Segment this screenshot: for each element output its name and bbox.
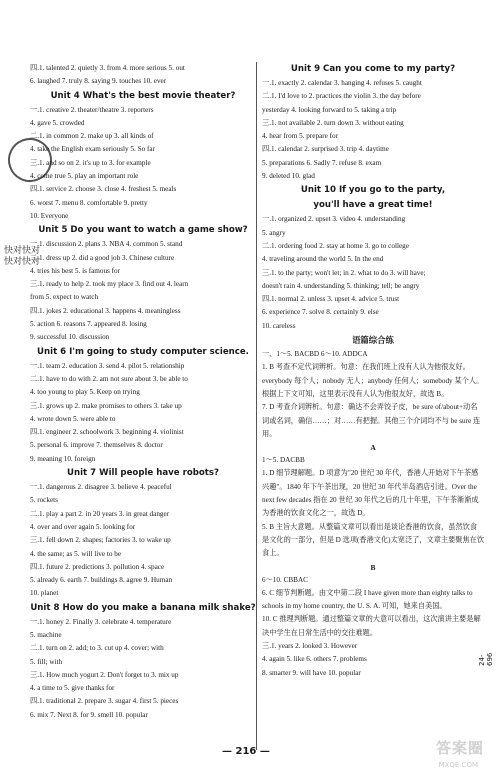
answer-line: 四.1. talented 2. quietly 3. from 4. more serious 5. out — [30, 64, 185, 72]
answer-line: 四.1. calendar 2. surprised 3. trip 4. daytime — [262, 145, 389, 154]
answer-line: 四.1. engineer 2. schoolwork 3. beginning 4. violinist — [30, 428, 184, 437]
answer-line: 10. careless — [262, 321, 296, 330]
answer-line: 一.1. organized 2. upset 3. video 4. understanding — [262, 215, 406, 224]
answer-line: 5. B 主旨大意题。从整篇文章可以看出是谈论香港的饮食，虽然饮食是文化的一部分，但是 D 选项(香港文化)太宽泛了，文章主要聚焦在饮食上。 — [262, 522, 484, 558]
answer-line: 二.1. ordering food 2. stay at home 3. go to college — [262, 241, 409, 250]
answer-line: 7. D 考查介词辨析。句意：确达不会弄饺子皮，be sure of/about+动名词或名词，确信……；对……有把握。其他三个介词均不与 be sure 连用。 — [262, 403, 481, 438]
watermark-url: MXQE.COM — [438, 761, 478, 769]
answer-line: 四.1. service 2. choose 3. close 4. freshest 5. meals — [30, 185, 177, 194]
answer-line: 4. wrote down 5. were able to — [30, 414, 116, 423]
answer-line: 三.1. not available 2. turn down 3. without eating — [262, 118, 404, 127]
answer-line: 6. C 细节判断题。由文中第二段 I have given more than eighty talks to schools in my home country, the U. S. A. 可知，她来自美国。 — [262, 588, 473, 611]
answer-line: 5. fill; with — [30, 657, 63, 666]
answer-line: 三.1. to the party; won't let; in 2. what to do 3. will have; — [262, 268, 426, 277]
answer-line: 5. personal 6. improve 7. themselves 8. doctor — [30, 441, 163, 450]
answer-line: A — [370, 443, 376, 453]
answer-line: 三.1. How much yogurt 2. Don't forget to 3. mix up — [30, 670, 179, 679]
unit-heading: Unit 9 Can you come to my party? — [290, 64, 456, 74]
answer-line: 9. meaning 10. foreign — [30, 454, 96, 463]
answer-line: 一、1～5. BACBD 6～10. ADDCA — [262, 350, 368, 359]
answer-line: 4. a time to 5. give thanks for — [30, 684, 115, 693]
answer-line: 二.1. in common 2. make up 3. all kinds of — [30, 132, 154, 141]
answer-line: 二.1. dress up 2. did a good job 3. Chinese culture — [30, 253, 175, 262]
answer-line: 三.1. years 2. looked 3. However — [262, 641, 358, 650]
answer-line: 二.1. turn on 2. add; to 3. cut up 4. cover; with — [30, 644, 164, 653]
column-divider — [256, 62, 257, 750]
answer-line: B — [370, 562, 376, 572]
unit-heading: Unit 4 What's the best movie theater? — [50, 90, 236, 101]
answer-line: 二.1. have to do with 2. am not sure about 3. be able to — [30, 374, 188, 383]
answer-line: 二.1. play a part 2. in 20 years 3. in great danger — [30, 509, 170, 518]
answer-line: 4. take the English exam seriously 5. So far — [30, 145, 155, 154]
answer-line: 4. the same; as 5. will live to be — [30, 549, 122, 558]
answer-line: 10. planet — [30, 589, 59, 598]
answer-line: 6～10. CBBAC — [262, 575, 308, 584]
answer-line: 4. gave 5. crowded — [30, 118, 85, 127]
answer-line: 三.1. ready to help 2. took my place 3. find out 4. learn — [30, 280, 189, 289]
answer-line: 5. already 6. earth 7. buildings 8. agree 9. Human — [30, 576, 173, 585]
answer-line: 4. too young to play 5. Keep on trying — [30, 388, 140, 397]
answer-line: 二.1. I'd love to 2. practices the violin 3. the day before — [262, 92, 421, 101]
watermark-logo: 答案圈 — [435, 739, 484, 757]
answer-line: from 5. expect to watch — [30, 293, 99, 302]
answer-line: 4. hear from 5. prepare for — [262, 132, 339, 141]
answer-line: 10. Everyone — [30, 211, 69, 220]
unit-heading: Unit 8 How do you make a banana milk shake? — [30, 602, 256, 613]
stamp-line: 快对快对 — [4, 246, 41, 256]
unit-heading: Unit 7 Will people have robots? — [67, 468, 219, 479]
answer-line: 5. rockets — [30, 496, 58, 505]
answer-line: 一.1. discussion 2. plans 3. NBA 4. common 5. stand — [30, 240, 183, 249]
right-column — [262, 62, 484, 680]
answer-line: yesterday 4. looking forward to 5. taking a trip — [262, 105, 397, 114]
answer-line: 6. worst 7. menu 8. comfortable 9. pretty — [30, 198, 148, 207]
unit-heading: you'll have a great time! — [313, 200, 433, 211]
answer-line: 5. action 6. reasons 7. appeared 8. losing — [30, 320, 147, 329]
stamp-line: 快对快对 — [4, 257, 41, 267]
answer-line: 三.1. grows up 2. make promises to others 3. take up — [30, 401, 182, 410]
answer-line: 6. laughed 7. truly 8. saying 9. touches 10. ever — [30, 77, 167, 86]
unit-heading: Unit 10 If you go to the party, — [300, 185, 446, 196]
answer-line: 四.1. future 2. predictions 3. pollution 4. space — [30, 562, 165, 571]
answer-line: 4. traveling around the world 5. In the end — [262, 255, 384, 264]
answer-line: 四.1. normal 2. unless 3. upset 4. advice 5. trust — [262, 295, 400, 304]
answer-line: 一.1. creative 2. theater/theatre 3. reporters — [30, 105, 154, 114]
answer-line: 1. D 细节理解题。D 项意为"20 世纪 30 年代，香港人开始对下午茶感兴趣"。1840 年下午茶出现，20 世纪 30 年代半岛酒店引进。Over the next few decades 指在 20 世纪 30 年代之后的几十年里，下午茶渐渐成为香港的饮食文化之一，故选 D。 — [262, 469, 479, 518]
answer-line: 5. machine — [30, 630, 62, 639]
answer-line: 6. mix 7. Next 8. for 9. smell 10. popular — [30, 710, 148, 719]
answer-line: 5. preparations 6. Sadly 7. refuse 8. exam — [262, 158, 382, 167]
answer-line: 一.1. team 2. education 3. send 4. pilot 5. relationship — [30, 361, 185, 370]
answer-line: 4. again 5. like 6. others 7. problems — [262, 655, 367, 664]
answer-line: 1. B 考查不定代词辨析。句意：在我们班上没有人认为他很友好。everybody 每个人；nobody 无人；anybody 任何人；somebody 某个人。根据上下文可知，这里表示没有人认为他很友好，故选 B。 — [262, 363, 484, 398]
answer-line: 一.1. dangerous 2. disagree 3. believe 4. peaceful — [30, 483, 172, 492]
answer-line: doesn't rain 4. understanding 5. thinking; tell; be angry — [262, 281, 420, 290]
answer-line: 9. successful 10. discussion — [30, 333, 110, 342]
answer-line: 6. experience 7. solve 8. certainly 9. else — [262, 308, 379, 317]
answer-line: 4. tries his best 5. is famous for — [30, 266, 121, 275]
answer-line: 四.1. jokes 2. educational 3. happens 4. meaningless — [30, 306, 181, 315]
answer-line: 四.1. traditional 2. prepare 3. sugar 4. first 5. pieces — [30, 697, 179, 706]
answer-line: 10. C 推理判断题。通过整篇文章的大意可以看出，这次演讲主要是解决中学生在日常生活中的交往难题。 — [262, 615, 481, 637]
answer-line: 三.1. and so on 2. it's up to 3. for example — [30, 158, 151, 167]
side-code: 24-696 — [478, 652, 494, 666]
answer-line: 5. angry — [262, 228, 286, 237]
answer-line: 8. smarter 9. will have 10. popular — [262, 668, 361, 677]
unit-heading: Unit 5 Do you want to watch a game show? — [38, 225, 248, 236]
overlay-stamp — [4, 246, 40, 268]
answer-line: 4. over and over again 5. looking for — [30, 522, 136, 531]
page-number: — 216 — — [222, 746, 270, 757]
answer-line: 一.1. honey 2. Finally 3. celebrate 4. temperature — [30, 617, 172, 626]
answer-line: 1～5. DACBB — [262, 456, 305, 465]
answer-line: 三.1. fell down 2. shapes; factories 3. to wake up — [30, 536, 171, 545]
left-column — [30, 62, 256, 722]
section-title: 语篇综合练 — [352, 335, 394, 346]
unit-heading: Unit 6 I'm going to study computer science. — [37, 346, 249, 357]
answer-line: 一.1. exactly 2. calendar 3. hanging 4. refuses 5. caught — [262, 79, 422, 87]
answer-line: 4. come true 5. play an important role — [30, 172, 139, 181]
answer-line: 9. deleted 10. glad — [262, 172, 315, 181]
